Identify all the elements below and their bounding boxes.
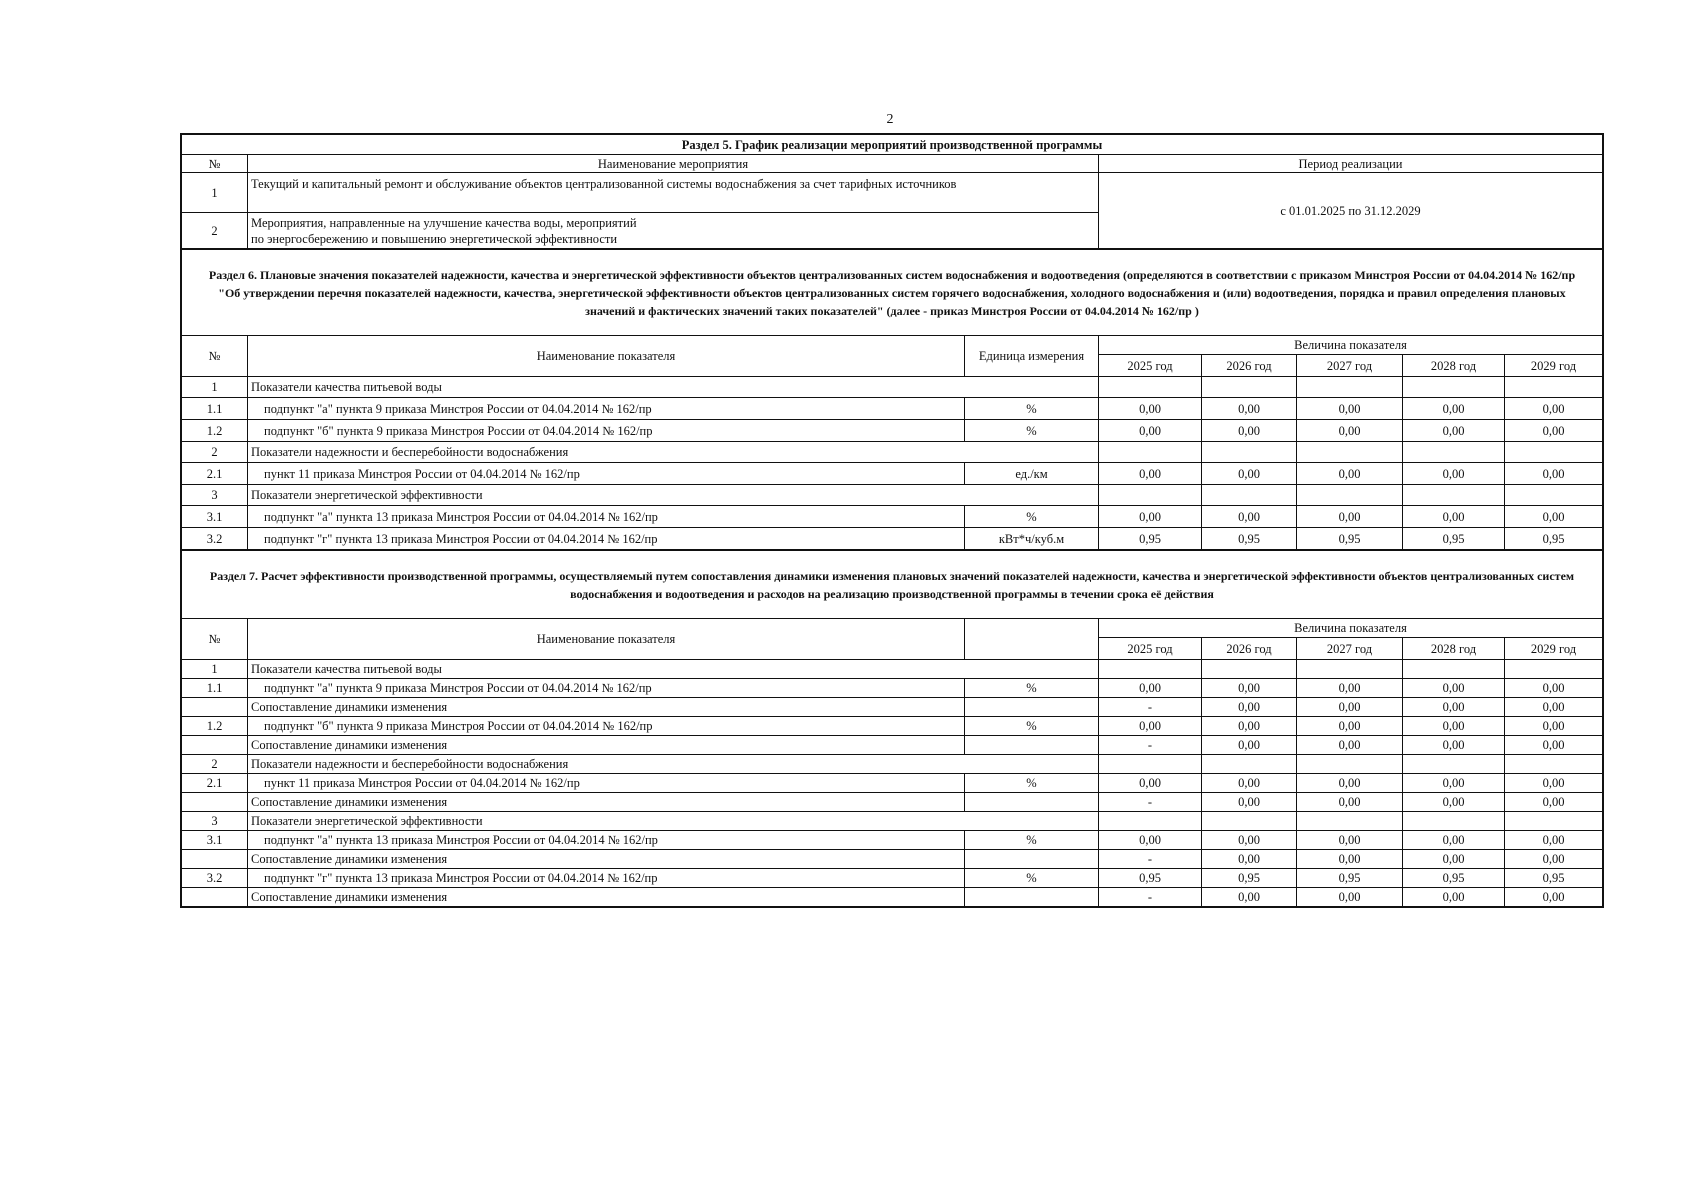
- section7-compare-value: 0,00: [1505, 698, 1603, 717]
- section7-row-value: 0,00: [1505, 717, 1603, 736]
- section7-row-num: [182, 736, 248, 755]
- section7-compare-value: -: [1099, 793, 1202, 812]
- section7-compare-value: -: [1099, 736, 1202, 755]
- section7-row-value: 0,00: [1202, 831, 1297, 850]
- section7-empty-cell: [1202, 660, 1297, 679]
- section7-row-num: [182, 793, 248, 812]
- section7-empty-cell: [1505, 755, 1603, 774]
- section6-empty-cell: [1505, 377, 1603, 398]
- document-table-frame: [180, 133, 1604, 908]
- section7-row-value: 0,00: [1403, 774, 1505, 793]
- section6-row-value: 0,95: [1505, 528, 1603, 550]
- section7-row-value: 0,95: [1202, 869, 1297, 888]
- section7-empty-cell: [1505, 812, 1603, 831]
- section7-row-num: 3.1: [182, 831, 248, 850]
- section7-row-item: [182, 774, 1603, 793]
- section6-header-unit: Единица измерения: [965, 336, 1099, 377]
- section6-row-value: 0,00: [1403, 398, 1505, 420]
- section7-row-value: 0,00: [1403, 679, 1505, 698]
- section7-row-num: 2.1: [182, 774, 248, 793]
- section7-row-value: 0,00: [1297, 831, 1403, 850]
- section7-row-value: 0,00: [1297, 679, 1403, 698]
- section7-empty-cell: [1202, 812, 1297, 831]
- page-number: 2: [886, 112, 894, 127]
- section6-year: 2026 год: [1202, 355, 1297, 377]
- section7-body: [182, 660, 1603, 907]
- section7-row-num: [182, 698, 248, 717]
- section6-row-value: 0,00: [1403, 463, 1505, 485]
- section7-row-cmp: [182, 736, 1603, 755]
- section6-year: 2025 год: [1099, 355, 1202, 377]
- section7-row-value: 0,00: [1099, 831, 1202, 850]
- section6-empty-cell: [1099, 377, 1202, 398]
- section7-compare-value: 0,00: [1297, 698, 1403, 717]
- section7-compare-value: 0,00: [1202, 850, 1297, 869]
- section6-title: Раздел 6. Плановые значения показателей надежности, качества и энергетической эффективности объектов централизованных систем водоснабжения и водоотведения (определяются в соответствии с приказом Минстроя России от 04.04.2014 № 162/пр "Об утверждении перечня показателей надежности, качества, энергетической эффективности объектов централизованных систем горячего водоснабжения, холодного водоснабжения и (или) водоотведения, порядка и правил определения плановых значений и фактических значений таких показателей" (далее - приказ Минстроя России от 04.04.2014 № 162/пр ): [182, 250, 1603, 336]
- section7-compare-value: -: [1099, 850, 1202, 869]
- section7-empty-cell: [1099, 660, 1202, 679]
- section6-row-name: подпункт "а" пункта 9 приказа Минстроя России от 04.04.2014 № 162/пр: [248, 398, 965, 420]
- section6-empty-cell: [1297, 485, 1403, 506]
- section7-row-value: 0,00: [1403, 717, 1505, 736]
- section6-row-value: 0,00: [1505, 420, 1603, 442]
- section6-empty-cell: [1297, 442, 1403, 463]
- section6-row-value: 0,95: [1297, 528, 1403, 550]
- section6-empty-cell: [1505, 442, 1603, 463]
- section6-row-value: 0,00: [1505, 506, 1603, 528]
- section7-row-unit: [965, 793, 1099, 812]
- section6-row-num: 2.1: [182, 463, 248, 485]
- section6-table: [181, 249, 1603, 550]
- section7-compare-value: 0,00: [1403, 793, 1505, 812]
- section5-table: [181, 134, 1603, 249]
- section7-row-value: 0,00: [1099, 774, 1202, 793]
- section7-row-num: [182, 850, 248, 869]
- section7-row-item: [182, 831, 1603, 850]
- section6-row-name: подпункт "а" пункта 13 приказа Минстроя России от 04.04.2014 № 162/пр: [248, 506, 965, 528]
- section6-row-value: 0,00: [1099, 420, 1202, 442]
- section6-row-item: [182, 506, 1603, 528]
- section7-compare-label: Сопоставление динамики изменения: [248, 888, 965, 907]
- section6-empty-cell: [1505, 485, 1603, 506]
- section7-compare-value: 0,00: [1505, 888, 1603, 907]
- section7-group-name: Показатели энергетической эффективности: [248, 812, 1099, 831]
- section6-row-unit: %: [965, 506, 1099, 528]
- section6-year: 2029 год: [1505, 355, 1603, 377]
- section7-row-value: 0,95: [1403, 869, 1505, 888]
- section5-row-num: 2: [182, 213, 248, 249]
- section6-row-num: 1.2: [182, 420, 248, 442]
- section7-group-name: Показатели качества питьевой воды: [248, 660, 1099, 679]
- section7-compare-value: 0,00: [1202, 736, 1297, 755]
- section7-compare-value: 0,00: [1403, 888, 1505, 907]
- section6-row-value: 0,00: [1099, 506, 1202, 528]
- section6-row-group: [182, 377, 1603, 398]
- section7-compare-value: 0,00: [1505, 793, 1603, 812]
- section6-row-value: 0,00: [1297, 398, 1403, 420]
- section6-row-value: 0,95: [1099, 528, 1202, 550]
- section7-empty-cell: [1297, 812, 1403, 831]
- section6-row-group: [182, 485, 1603, 506]
- section5-header-period: Период реализации: [1099, 155, 1603, 173]
- section7-row-item: [182, 717, 1603, 736]
- section6-empty-cell: [1099, 485, 1202, 506]
- section7-compare-value: 0,00: [1505, 736, 1603, 755]
- section7-row-unit: %: [965, 717, 1099, 736]
- section7-row-value: 0,00: [1202, 679, 1297, 698]
- section7-row-unit: %: [965, 679, 1099, 698]
- section7-empty-cell: [1403, 755, 1505, 774]
- section7-header-num: №: [182, 619, 248, 660]
- section7-row-name: подпункт "г" пункта 13 приказа Минстроя России от 04.04.2014 № 162/пр: [248, 869, 965, 888]
- section6-row-value: 0,00: [1297, 463, 1403, 485]
- section7-compare-label: Сопоставление динамики изменения: [248, 793, 965, 812]
- section5-row-name: [248, 213, 1099, 249]
- section6-row-num: 2: [182, 442, 248, 463]
- section7-year: 2027 год: [1297, 638, 1403, 660]
- section7-empty-cell: [1297, 660, 1403, 679]
- section6-row-item: [182, 420, 1603, 442]
- section7-row-unit: [965, 698, 1099, 717]
- section7-year: 2028 год: [1403, 638, 1505, 660]
- section7-compare-label: Сопоставление динамики изменения: [248, 850, 965, 869]
- section7-header-value: Величина показателя: [1099, 619, 1603, 638]
- section7-row-num: [182, 888, 248, 907]
- section6-row-name: пункт 11 приказа Минстроя России от 04.04.2014 № 162/пр: [248, 463, 965, 485]
- section6-row-num: 1.1: [182, 398, 248, 420]
- section6-row-unit: ед./км: [965, 463, 1099, 485]
- section6-empty-cell: [1403, 377, 1505, 398]
- section7-year: 2026 год: [1202, 638, 1297, 660]
- section7-row-value: 0,95: [1505, 869, 1603, 888]
- section7-row-unit: %: [965, 774, 1099, 793]
- section7-row-value: 0,00: [1099, 717, 1202, 736]
- section7-compare-value: 0,00: [1505, 850, 1603, 869]
- section7-row-value: 0,95: [1099, 869, 1202, 888]
- section7-row-unit: %: [965, 869, 1099, 888]
- section6-row-item: [182, 463, 1603, 485]
- section6-empty-cell: [1403, 442, 1505, 463]
- section6-row-num: 3.2: [182, 528, 248, 550]
- section7-compare-value: 0,00: [1403, 850, 1505, 869]
- section6-empty-cell: [1099, 442, 1202, 463]
- section6-row-name: подпункт "г" пункта 13 приказа Минстроя России от 04.04.2014 № 162/пр: [248, 528, 965, 550]
- section7-row-name: подпункт "а" пункта 9 приказа Минстроя России от 04.04.2014 № 162/пр: [248, 679, 965, 698]
- section7-row-value: 0,00: [1202, 717, 1297, 736]
- section6-row-value: 0,00: [1403, 420, 1505, 442]
- section7-row-value: 0,00: [1099, 679, 1202, 698]
- section6-empty-cell: [1202, 442, 1297, 463]
- section6-row-item: [182, 398, 1603, 420]
- section7-row-item: [182, 679, 1603, 698]
- section7-row-num: 1: [182, 660, 248, 679]
- section7-row-num: 3.2: [182, 869, 248, 888]
- section7-compare-value: 0,00: [1403, 736, 1505, 755]
- section6-row-value: 0,95: [1403, 528, 1505, 550]
- section7-compare-value: 0,00: [1297, 850, 1403, 869]
- section7-row-name: пункт 11 приказа Минстроя России от 04.04.2014 № 162/пр: [248, 774, 965, 793]
- section7-row-value: 0,00: [1505, 679, 1603, 698]
- section5-row-num: 1: [182, 173, 248, 213]
- section7-empty-cell: [1505, 660, 1603, 679]
- section7-row-cmp: [182, 793, 1603, 812]
- section7-row-value: 0,00: [1505, 774, 1603, 793]
- section7-row-value: 0,00: [1297, 774, 1403, 793]
- section6-year: 2027 год: [1297, 355, 1403, 377]
- section6-row-value: 0,00: [1202, 506, 1297, 528]
- section5-header-name: Наименование мероприятия: [248, 155, 1099, 173]
- section7-year: 2029 год: [1505, 638, 1603, 660]
- section7-empty-cell: [1297, 755, 1403, 774]
- section7-table: [181, 550, 1603, 907]
- section7-empty-cell: [1403, 660, 1505, 679]
- section7-row-cmp: [182, 850, 1603, 869]
- section6-header-value: Величина показателя: [1099, 336, 1603, 355]
- section6-row-value: 0,00: [1202, 463, 1297, 485]
- section6-row-value: 0,00: [1403, 506, 1505, 528]
- section5-row-name-line: по энергосбережению и повышению энергетической эффективности: [251, 231, 618, 246]
- section7-row-unit: %: [965, 831, 1099, 850]
- section6-row-value: 0,00: [1099, 463, 1202, 485]
- section7-row-name: подпункт "б" пункта 9 приказа Минстроя России от 04.04.2014 № 162/пр: [248, 717, 965, 736]
- section6-group-name: Показатели энергетической эффективности: [248, 485, 1099, 506]
- section6-row-group: [182, 442, 1603, 463]
- section7-row-cmp: [182, 888, 1603, 907]
- section6-empty-cell: [1403, 485, 1505, 506]
- section7-empty-cell: [1202, 755, 1297, 774]
- section5-title: Раздел 5. График реализации мероприятий производственной программы: [182, 135, 1603, 155]
- section6-header-num: №: [182, 336, 248, 377]
- section6-group-name: Показатели надежности и бесперебойности водоснабжения: [248, 442, 1099, 463]
- section7-compare-value: 0,00: [1202, 793, 1297, 812]
- section6-row-unit: кВт*ч/куб.м: [965, 528, 1099, 550]
- section7-title: Раздел 7. Расчет эффективности производственной программы, осуществляемый путем сопоставления динамики изменения плановых значений показателей надежности, качества и энергетической эффективности объектов централизованных систем водоснабжения и водоотведения и расходов на реализацию производственной программы в течении срока её действия: [182, 551, 1603, 619]
- section7-row-item: [182, 869, 1603, 888]
- section5-row-name-line: Мероприятия, направленные на улучшение качества воды, мероприятий: [251, 215, 637, 230]
- section7-header-name: Наименование показателя: [248, 619, 965, 660]
- section7-empty-cell: [1099, 812, 1202, 831]
- section6-row-num: 1: [182, 377, 248, 398]
- section7-compare-value: 0,00: [1297, 736, 1403, 755]
- section6-row-value: 0,95: [1202, 528, 1297, 550]
- section7-row-num: 1.2: [182, 717, 248, 736]
- section7-compare-value: -: [1099, 888, 1202, 907]
- section6-row-item: [182, 528, 1603, 550]
- section7-header-unit: [965, 619, 1099, 660]
- section7-row-group: [182, 660, 1603, 679]
- section6-row-num: 3: [182, 485, 248, 506]
- section7-row-unit: [965, 850, 1099, 869]
- section6-empty-cell: [1297, 377, 1403, 398]
- section6-row-value: 0,00: [1202, 398, 1297, 420]
- section6-row-unit: %: [965, 420, 1099, 442]
- section6-row-unit: %: [965, 398, 1099, 420]
- section7-row-value: 0,00: [1505, 831, 1603, 850]
- section6-row-value: 0,00: [1297, 420, 1403, 442]
- section7-row-num: 1.1: [182, 679, 248, 698]
- section7-compare-value: 0,00: [1202, 698, 1297, 717]
- section7-compare-value: 0,00: [1403, 698, 1505, 717]
- section7-row-value: 0,00: [1297, 717, 1403, 736]
- section7-compare-value: -: [1099, 698, 1202, 717]
- section6-empty-cell: [1202, 377, 1297, 398]
- section6-row-value: 0,00: [1099, 398, 1202, 420]
- section6-row-value: 0,00: [1297, 506, 1403, 528]
- section7-row-num: 3: [182, 812, 248, 831]
- section7-compare-value: 0,00: [1297, 888, 1403, 907]
- section5-header-num: №: [182, 155, 248, 173]
- section7-row-value: 0,00: [1202, 774, 1297, 793]
- section5-period-value: с 01.01.2025 по 31.12.2029: [1099, 173, 1603, 249]
- section7-empty-cell: [1403, 812, 1505, 831]
- section7-row-unit: [965, 888, 1099, 907]
- section6-body: [182, 377, 1603, 550]
- section7-row-name: подпункт "а" пункта 13 приказа Минстроя России от 04.04.2014 № 162/пр: [248, 831, 965, 850]
- section7-row-num: 2: [182, 755, 248, 774]
- section7-row-unit: [965, 736, 1099, 755]
- section7-row-value: 0,95: [1297, 869, 1403, 888]
- section6-year: 2028 год: [1403, 355, 1505, 377]
- section6-row-num: 3.1: [182, 506, 248, 528]
- section6-group-name: Показатели качества питьевой воды: [248, 377, 1099, 398]
- section6-row-value: 0,00: [1202, 420, 1297, 442]
- section6-row-name: подпункт "б" пункта 9 приказа Минстроя России от 04.04.2014 № 162/пр: [248, 420, 965, 442]
- section7-compare-value: 0,00: [1297, 793, 1403, 812]
- section7-year: 2025 год: [1099, 638, 1202, 660]
- section7-compare-value: 0,00: [1202, 888, 1297, 907]
- section7-row-group: [182, 812, 1603, 831]
- section7-row-value: 0,00: [1403, 831, 1505, 850]
- section5-row-name: Текущий и капитальный ремонт и обслуживание объектов централизованной системы водоснабжения за счет тарифных источников: [248, 173, 1099, 213]
- section6-row-value: 0,00: [1505, 463, 1603, 485]
- section7-empty-cell: [1099, 755, 1202, 774]
- section6-header-name: Наименование показателя: [248, 336, 965, 377]
- section7-group-name: Показатели надежности и бесперебойности водоснабжения: [248, 755, 1099, 774]
- section7-row-cmp: [182, 698, 1603, 717]
- section7-row-group: [182, 755, 1603, 774]
- section7-compare-label: Сопоставление динамики изменения: [248, 736, 965, 755]
- section6-empty-cell: [1202, 485, 1297, 506]
- section7-compare-label: Сопоставление динамики изменения: [248, 698, 965, 717]
- section6-row-value: 0,00: [1505, 398, 1603, 420]
